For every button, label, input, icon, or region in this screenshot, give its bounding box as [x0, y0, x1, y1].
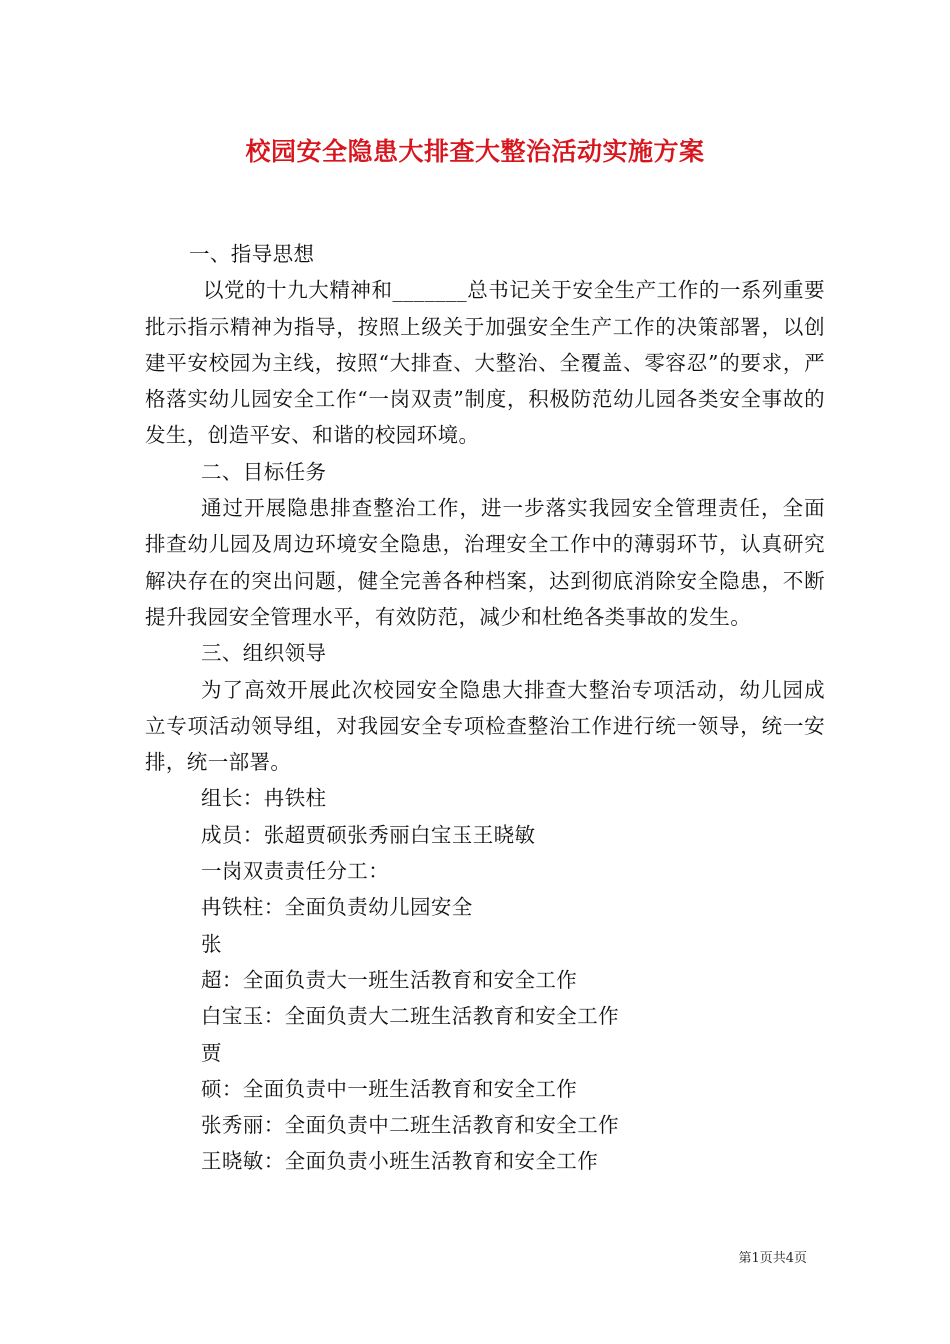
- duty-line: 贾: [201, 1040, 222, 1065]
- duty-heading-line: 一岗双责责任分工：: [201, 859, 390, 884]
- section-heading: 三、组织领导: [201, 641, 327, 666]
- section-paragraph: 为了高效开展此次校园安全隐患大排查大整治专项活动，幼儿园成立专项活动领导组，对我园安全专项检查整治工作进行统一领导，统一安排，统一部署。: [145, 677, 825, 775]
- group-members-line: 成员：张超贾硕张秀丽白宝玉王晓敏: [201, 822, 536, 847]
- document-title: 校园安全隐患大排查大整治活动实施方案: [245, 137, 705, 166]
- duty-line: 硕：全面负责中一班生活教育和安全工作: [201, 1076, 578, 1101]
- section-paragraph: 以党的十九大精神和_______总书记关于安全生产工作的一系列重要批示指示精神为指导，按照上级关于加强安全生产工作的决策部署，以创建平安校园为主线，按照“大排查、大整治、全覆盖、零容忍”的要求，严格落实幼儿园安全工作“一岗双责”制度，积极防范幼儿园各类安全事故的发生，创造平安、和谐的校园环境。: [145, 278, 825, 448]
- duty-line: 白宝玉：全面负责大二班生活教育和安全工作: [201, 1004, 619, 1029]
- duty-line: 冉铁柱：全面负责幼儿园安全: [201, 895, 473, 920]
- duty-line: 超：全面负责大一班生活教育和安全工作: [201, 967, 578, 992]
- section-paragraph: 通过开展隐患排查整治工作，进一步落实我园安全管理责任，全面排查幼儿园及周边环境安全隐患，治理安全工作中的薄弱环节，认真研究解决存在的突出问题，健全完善各种档案，达到彻底消除安全隐患，不断提升我园安全管理水平，有效防范，减少和杜绝各类事故的发生。: [145, 496, 825, 629]
- document-body: [145, 236, 825, 1180]
- duty-line: 张: [201, 931, 222, 956]
- group-leader-line: 组长：冉铁柱: [201, 786, 327, 811]
- section-heading: 二、目标任务: [201, 459, 327, 484]
- duty-line: 王晓敏：全面负责小班生活教育和安全工作: [201, 1149, 599, 1174]
- section-heading: 一、指导思想: [189, 242, 315, 266]
- page-number-footer: 第1页共4页: [738, 1251, 807, 1266]
- duty-line: 张秀丽：全面负责中二班生活教育和安全工作: [201, 1113, 619, 1138]
